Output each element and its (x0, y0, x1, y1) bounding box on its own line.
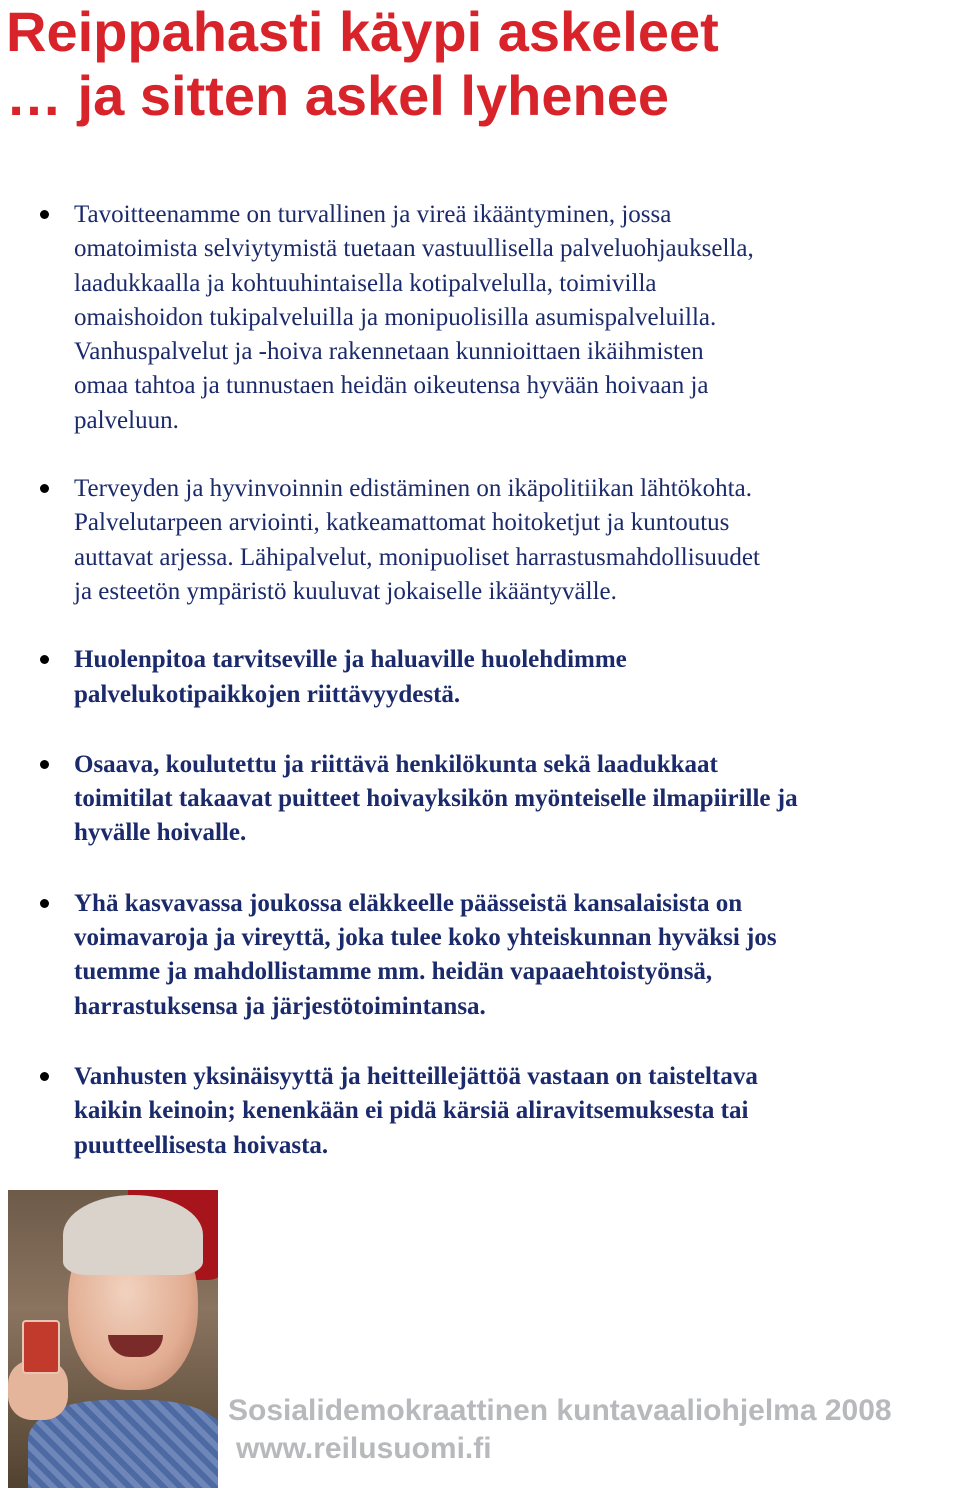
bullet-line: auttavat arjessa. Lähipalvelut, monipuoliset harrastusmahdollisuudet (74, 543, 760, 571)
bullet-line: tuemme ja mahdollistamme mm. heidän vapaaehtoistyönsä, (74, 958, 713, 986)
footer-program: Sosialidemokraattinen kuntavaaliohjelma 2008 (228, 1394, 892, 1427)
bullet-line: kaikin keinoin; kenenkään ei pidä kärsiä aliravitsemuksesta tai (74, 1097, 749, 1125)
hair-shape (63, 1195, 203, 1275)
bullet-line: omatoimista selviytymistä tuetaan vastuullisella palveluohjauksella, (74, 235, 754, 263)
bullet-line: Huolenpitoa tarvitseville ja haluaville huolehdimme (74, 646, 627, 674)
elderly-woman-photo (8, 1190, 218, 1488)
page-title (6, 0, 719, 128)
bullet-line: Terveyden ja hyvinvoinnin edistäminen on ikäpolitiikan lähtökohta. (74, 475, 752, 503)
title-line-1: Reippahasti käypi askeleet (6, 0, 719, 63)
bullet-item (0, 643, 960, 712)
bullet-line: Yhä kasvavassa joukossa eläkkeelle päässeistä kansalaisista on (74, 889, 743, 917)
footer (228, 1392, 892, 1468)
bullet-icon (40, 655, 49, 664)
bullet-item (0, 887, 960, 1024)
bullet-icon (40, 210, 49, 219)
bullet-list (0, 198, 960, 1163)
bullet-line: Palvelutarpeen arviointi, katkeamattomat hoitoketjut ja kuntoutus (74, 509, 730, 537)
footer-url: www.reilusuomi.fi (236, 1432, 492, 1465)
bullet-line: Tavoitteenamme on turvallinen ja vireä ikääntyminen, jossa (74, 201, 672, 228)
bullet-icon (40, 899, 49, 908)
bullet-item (0, 1060, 960, 1163)
bullet-line: palvelukotipaikkojen riittävyydestä. (74, 680, 461, 708)
bullet-line: omaishoidon tukipalveluilla ja monipuolisilla asumispalveluilla. (74, 303, 717, 331)
bullet-icon (40, 484, 49, 493)
bullet-line: hyvälle hoivalle. (74, 819, 247, 847)
bullet-line: toimitilat takaavat puitteet hoivayksikön myönteiselle ilmapiirille ja (74, 785, 798, 813)
bullet-line: Osaava, koulutettu ja riittävä henkilökunta sekä laadukkaat (74, 750, 718, 778)
title-line-2: … ja sitten askel lyhenee (6, 64, 669, 127)
bullet-icon (40, 760, 49, 769)
bullet-line: Vanhusten yksinäisyyttä ja heitteillejättöä vastaan on taisteltava (74, 1062, 758, 1090)
glass-shape (22, 1320, 60, 1374)
bullet-line: Vanhuspalvelut ja -hoiva rakennetaan kunnioittaen ikäihmisten (74, 338, 704, 366)
bullet-line: voimavaroja ja vireyttä, joka tulee koko yhteiskunnan hyväksi jos (74, 924, 777, 952)
bullet-line: laadukkaalla ja kohtuuhintaisella kotipalvelulla, toimivilla (74, 269, 657, 297)
bullet-line: palveluun. (74, 406, 179, 434)
bullet-item (0, 472, 960, 609)
bullet-icon (40, 1072, 49, 1081)
bullet-line: puutteellisesta hoivasta. (74, 1131, 329, 1159)
bullet-line: omaa tahtoa ja tunnustaen heidän oikeutensa hyvään hoivaan ja (74, 372, 709, 400)
bullet-line: ja esteetön ympäristö kuuluvat jokaiselle ikääntyvälle. (74, 577, 617, 605)
bullet-line: harrastuksensa ja järjestötoimintansa. (74, 992, 486, 1020)
bullet-item (0, 198, 960, 438)
bullet-item (0, 748, 960, 851)
